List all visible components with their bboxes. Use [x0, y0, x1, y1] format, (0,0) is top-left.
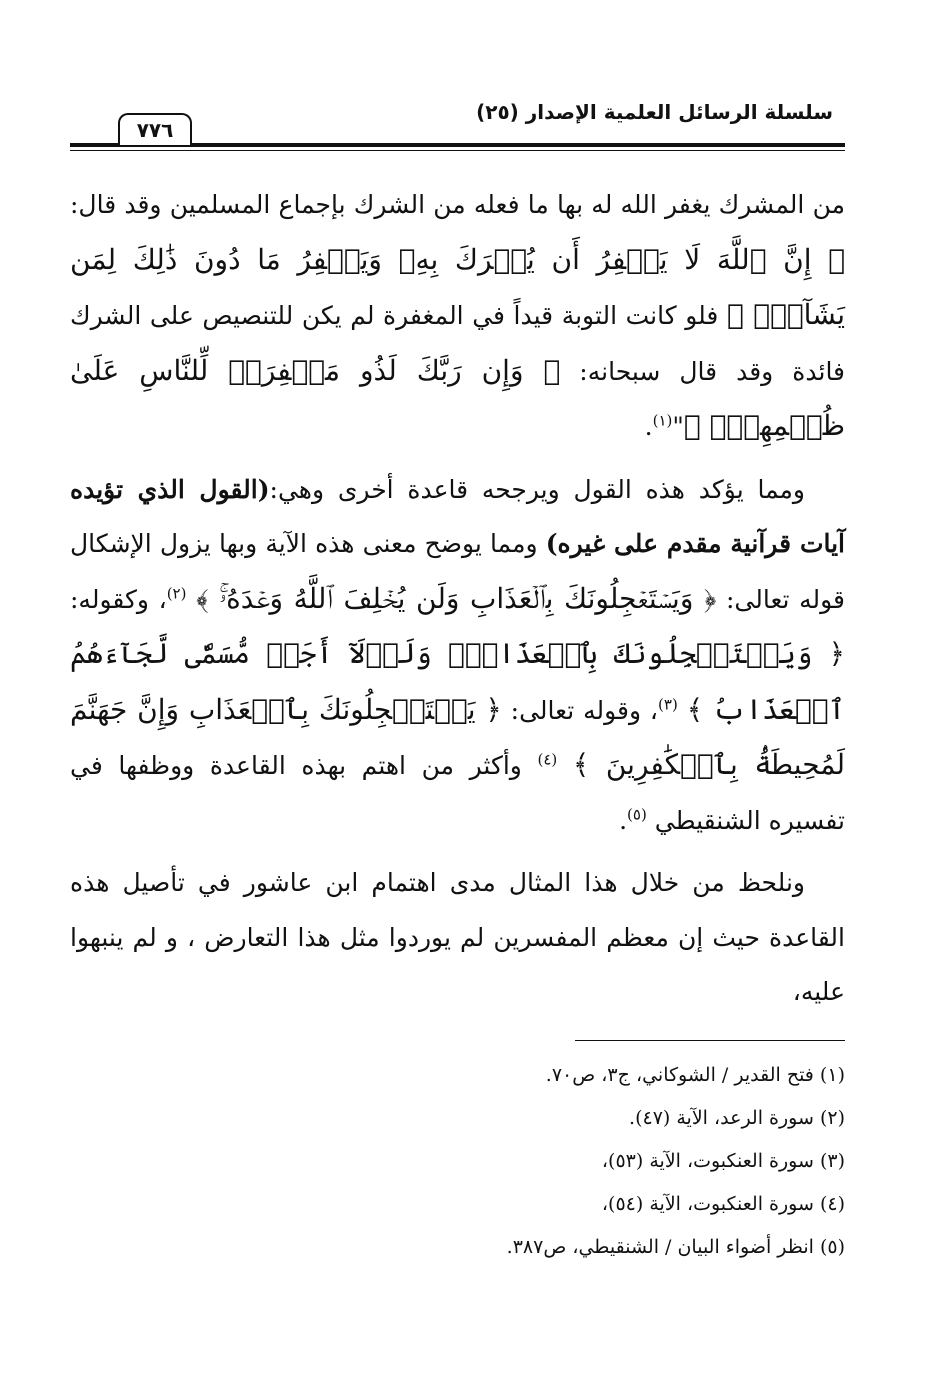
footnote-ref: (١) — [652, 411, 673, 430]
paragraph-1 — [70, 178, 845, 455]
text-run: فلو كانت التوبة قيداً في المغفرة لم يكن للتنصيص على الشرك فائدة وقد قال سبحانه: — [70, 301, 846, 386]
quote-mark: " — [672, 412, 684, 441]
text-run: . — [619, 805, 628, 835]
paragraph-3: ونلحظ من خلال هذا المثال مدى اهتمام ابن عاشور في تأصيل هذه القاعدة حيث إن معظم المفسرين لم يوردوا مثل هذا التعارض ، و لم ينبهوا عليه، — [70, 868, 845, 1006]
header-rule-thin — [70, 150, 845, 151]
footnote-item: (١) فتح القدير / الشوكاني، ج٣، ص٧٠. — [545, 1064, 845, 1086]
series-title: سلسلة الرسائل العلمية الإصدار (٢٥) — [476, 100, 833, 124]
paragraph-2 — [70, 463, 845, 849]
footnote-item: (٣) سورة العنكبوت، الآية (٥٣)، — [601, 1150, 845, 1172]
footnote-ref: (٢) — [166, 584, 187, 603]
quran-verse: ﴿ وَيَسۡتَعۡجِلُونَكَ بِٱلۡعَذَابِۚ وَلَوۡلَآ أَجَلٞ مُّسَمّٗى لَّجَآءَهُمُ ٱلۡعَذَابُ ﴾ — [70, 637, 846, 726]
quran-verse: ﴿ وَإِن رَبَّكَ لَذُو مَغۡفِرَةٖ لِّلنَّاسِ عَلَىٰ ظُلۡمِهِمۡۖ ﴾ — [70, 353, 845, 442]
quran-verse: ﴿ يَسۡتَعۡجِلُونَكَ بِٱلۡعَذَابِ وَإِنَّ جَهَنَّمَ لَمُحِيطَةُۢ بِٱلۡكَٰفِرِينَ ﴾ — [70, 692, 846, 781]
page-number: ٧٧٦ — [118, 113, 192, 145]
text-run: ومما يؤكد هذه القول ويرجحه قاعدة أخرى وهي: — [269, 474, 805, 504]
text-run: وأكثر من اهتم بهذه القاعدة ووظفها في تفسيره الشنقيطي — [70, 751, 845, 835]
main-text — [70, 178, 845, 1020]
text-run: ، وقوله تعالى: — [510, 695, 659, 725]
footnote-item: (٥) انظر أضواء البيان / الشنقيطي، ص٣٨٧. — [506, 1236, 845, 1258]
footnotes — [70, 1054, 845, 1269]
footnote-item: (٢) سورة الرعد، الآية (٤٧). — [629, 1107, 845, 1129]
rule-statement: (القول الذي تؤيده آيات قرآنية مقدم على غيره) — [70, 474, 845, 558]
footnote-ref: (٣) — [658, 695, 678, 714]
quran-verse: ﴿ وَيَسۡتَعۡجِلُونَكَ بِٱلۡعَذَابِ وَلَن يُخۡلِفَ ٱللَّهُ وَعۡدَهُۥۚ ﴾ — [196, 581, 717, 615]
footnote-item: (٤) سورة العنكبوت، الآية (٥٤)، — [601, 1193, 845, 1215]
quran-verse: ﴿ إِنَّ ٱللَّهَ لَا يَغۡفِرُ أَن يُشۡرَكَ بِهِۦ وَيَغۡفِرُ مَا دُونَ ذَٰلِكَ لِمَن يَشَآءُۚ ﴾ — [70, 242, 845, 331]
text-run: . — [644, 412, 653, 441]
footnote-ref: (٥) — [627, 805, 647, 824]
text-run: ، وكقوله: — [70, 584, 167, 614]
text-run: من المشرك يغفر الله له بها ما فعله من الشرك بإجماع المسلمين وقد قال: — [70, 190, 845, 219]
text-run: ومما يوضح معنى هذه الآية وبها يزول الإشكال قوله تعالى: — [70, 529, 846, 614]
footnote-separator — [575, 1040, 845, 1041]
footnote-ref: (٤) — [537, 750, 558, 769]
